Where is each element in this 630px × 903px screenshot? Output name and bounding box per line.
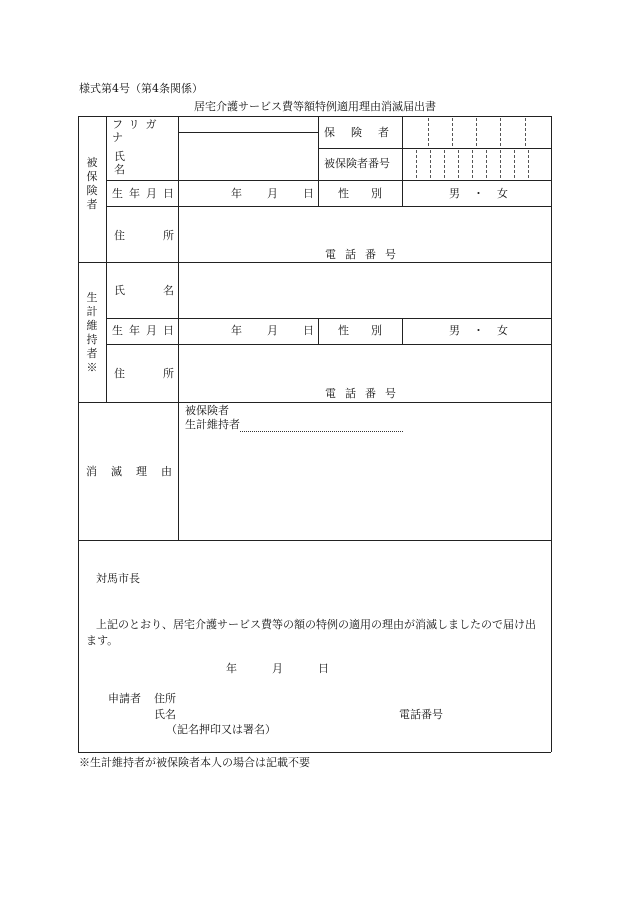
reason-option-insured[interactable]: 被保険者: [185, 404, 229, 417]
applicant-name-label: 氏名: [154, 708, 176, 721]
insured-birthdate-label: 生年月日: [112, 187, 180, 200]
applicant-phone-label: 電話番号: [399, 708, 443, 721]
insured-gender-field[interactable]: 男 ・ 女: [449, 187, 508, 200]
reason-option-supporter[interactable]: 生計維持者: [185, 418, 240, 431]
form-title: 居宅介護サービス費等額特例適用理由消滅届出書: [194, 100, 436, 113]
insured-gender-label: 性別: [338, 187, 404, 200]
supporter-birthdate-label: 生年月日: [112, 324, 180, 337]
supporter-phone-label: 電話番号: [325, 387, 405, 400]
insured-address-label: 住所: [114, 229, 212, 242]
insured-number-label: 被保険者番号: [324, 157, 390, 170]
supporter-address-label: 住所: [114, 367, 212, 380]
seal-note: （記名押印又は署名）: [166, 723, 276, 736]
applicant-address-label: 住所: [154, 692, 176, 705]
reason-label: 消滅理由: [86, 465, 186, 478]
form-number: 様式第4号（第4条関係）: [79, 82, 203, 95]
declaration-body: 上記のとおり、居宅介護サービス費等の額の特例の適用の理由が消滅しましたので届け出ます。: [86, 618, 536, 647]
applicant-label: 申請者: [108, 692, 141, 705]
insured-birthdate-field[interactable]: 年 月 日: [231, 187, 314, 200]
insured-number-field[interactable]: [403, 149, 550, 179]
addressee: 対馬市長: [96, 572, 140, 585]
insurer-field[interactable]: [403, 117, 550, 147]
insured-phone-label: 電話番号: [325, 248, 405, 261]
insured-name-field[interactable]: [179, 133, 317, 179]
insured-name-label: 氏名: [114, 150, 163, 176]
supporter-birthdate-field[interactable]: 年 月 日: [231, 324, 314, 337]
insurer-label: 保険者: [324, 126, 405, 139]
reason-field[interactable]: [179, 433, 550, 539]
reason-dotted-line: [240, 431, 403, 432]
supporter-name-label: 氏名: [114, 284, 212, 297]
supporter-name-field[interactable]: [179, 263, 550, 317]
furigana-field[interactable]: [179, 117, 317, 131]
footnote: ※生計維持者が被保険者本人の場合は記載不要: [79, 756, 310, 769]
furigana-label: フリガナ: [112, 118, 163, 144]
supporter-gender-field[interactable]: 男 ・ 女: [449, 324, 508, 337]
supporter-gender-label: 性別: [338, 324, 404, 337]
